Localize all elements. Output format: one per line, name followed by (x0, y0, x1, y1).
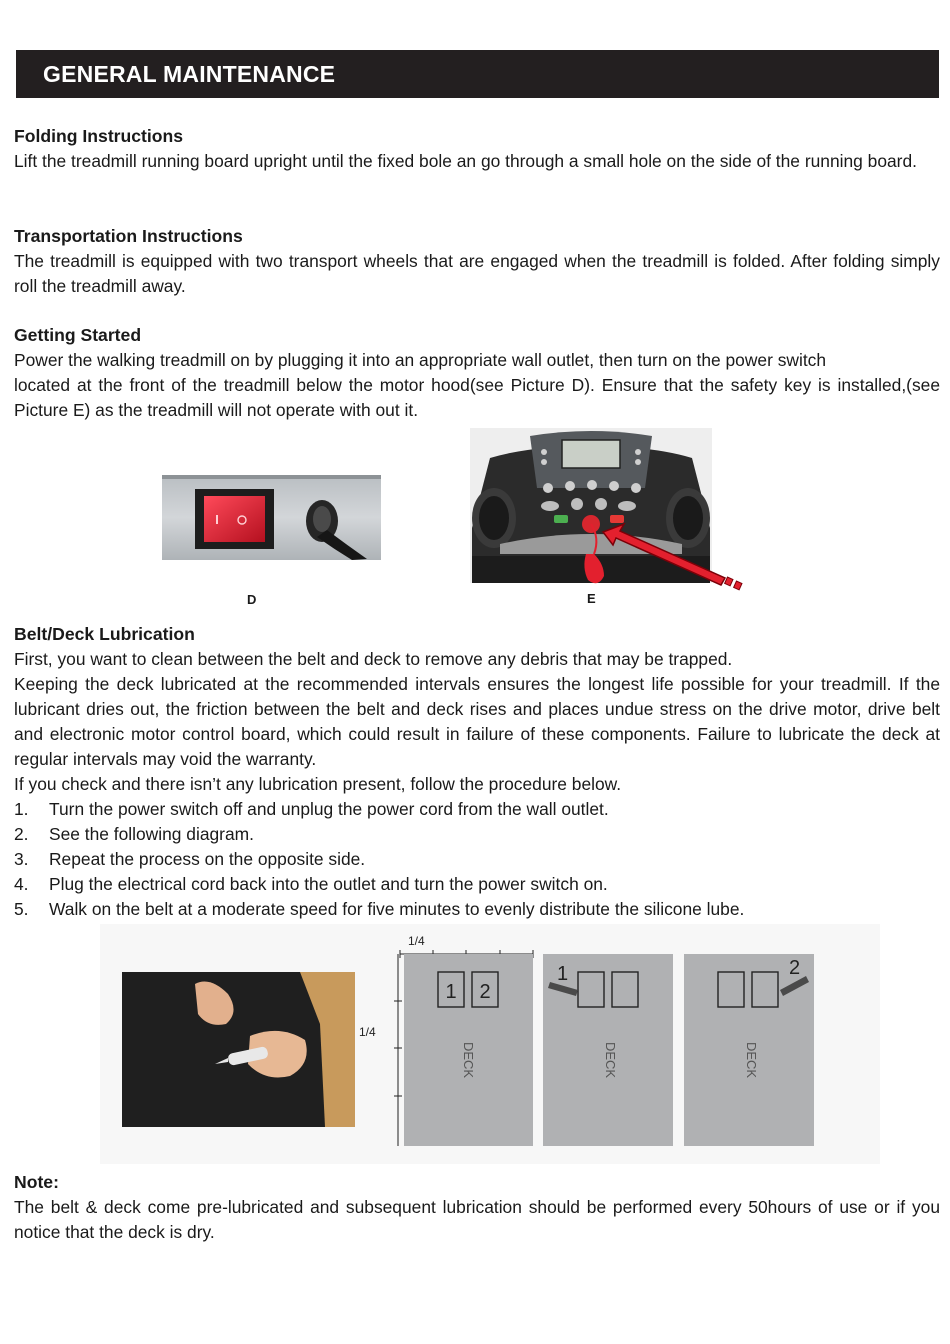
section-header: GENERAL MAINTENANCE (16, 50, 939, 98)
picture-d-label: D (247, 592, 257, 607)
top-dimension-label: 1/4 (408, 934, 425, 948)
step-number: 1. (14, 799, 29, 819)
note-body: The belt & deck come pre-lubricated and subsequent lubrication should be performed every 50hours of use or if you notice that the deck is dry. (14, 1197, 940, 1242)
box-2-label: 2 (479, 981, 491, 1003)
list-item (14, 797, 940, 822)
getting-started-section (14, 323, 940, 423)
picture-e-safety-key (470, 428, 746, 596)
arrow-1-label: 1 (557, 963, 569, 985)
step-number: 2. (14, 824, 29, 844)
transport-body: The treadmill is equipped with two transport wheels that are engaged when the treadmill is folded. After folding simply roll the treadmill away. (14, 251, 940, 296)
lubrication-p2: Keeping the deck lubricated at the recommended intervals ensures the longest life possible for your treadmill. If the lubricant dries out, the friction between the belt and deck rises and places undue stress on the drive motor, drive belt and electronic motor control board, which could result in failure of these components. Failure to lubricate the deck at regular intervals may void the warranty. (14, 674, 940, 769)
step-text: Repeat the process on the opposite side. (49, 849, 366, 869)
transport-heading: Transportation Instructions (14, 226, 243, 246)
deck-label-2: DECK (603, 1041, 618, 1079)
lubrication-diagram (100, 924, 880, 1164)
console-photo (470, 428, 746, 596)
lubrication-p1: First, you want to clean between the belt and deck to remove any debris that may be trapped. (14, 649, 733, 669)
transport-section (14, 224, 940, 299)
picture-e-label: E (587, 591, 596, 606)
box-1-label: 1 (445, 981, 457, 1003)
folding-heading: Folding Instructions (14, 126, 184, 146)
deck-label-3: DECK (744, 1041, 759, 1079)
picture-d-power-switch (162, 475, 381, 560)
list-item (14, 822, 940, 847)
lubrication-heading: Belt/Deck Lubrication (14, 624, 195, 644)
note-heading: Note: (14, 1172, 59, 1192)
step-text: Turn the power switch off and unplug the power cord from the wall outlet. (49, 799, 609, 819)
list-item (14, 847, 940, 872)
arrow-2-label: 2 (789, 957, 801, 979)
getting-started-body: located at the front of the treadmill below the motor hood(see Picture D). Ensure that the safety key is installed,(see Picture E) as the treadmill will not operate with out it. (14, 375, 940, 420)
lubrication-steps (14, 797, 940, 922)
folding-body: Lift the treadmill running board upright until the fixed bole an go through a small hole on the side of the running board. (14, 151, 917, 171)
power-switch-photo (162, 475, 381, 560)
deck-label-1: DECK (461, 1041, 476, 1079)
list-item (14, 897, 940, 922)
lube-application-photo (122, 972, 355, 1127)
step-number: 3. (14, 849, 29, 869)
step-text: Walk on the belt at a moderate speed for five minutes to evenly distribute the silicone lube. (49, 899, 745, 919)
list-item (14, 872, 940, 897)
getting-started-heading: Getting Started (14, 325, 142, 345)
getting-started-line1: Power the walking treadmill on by plugging it into an appropriate wall outlet, then turn on the power switch (14, 350, 827, 370)
folding-section (14, 124, 940, 174)
note-section (14, 1170, 940, 1245)
step-text: Plug the electrical cord back into the outlet and turn the power switch on. (49, 874, 608, 894)
lubrication-diagram-svg (100, 924, 880, 1164)
step-text: See the following diagram. (49, 824, 254, 844)
step-number: 4. (14, 874, 29, 894)
step-number: 5. (14, 899, 29, 919)
lubrication-section (14, 622, 940, 922)
lubrication-p3: If you check and there isn’t any lubrication present, follow the procedure below. (14, 774, 622, 794)
side-dimension-label: 1/4 (359, 1025, 376, 1039)
